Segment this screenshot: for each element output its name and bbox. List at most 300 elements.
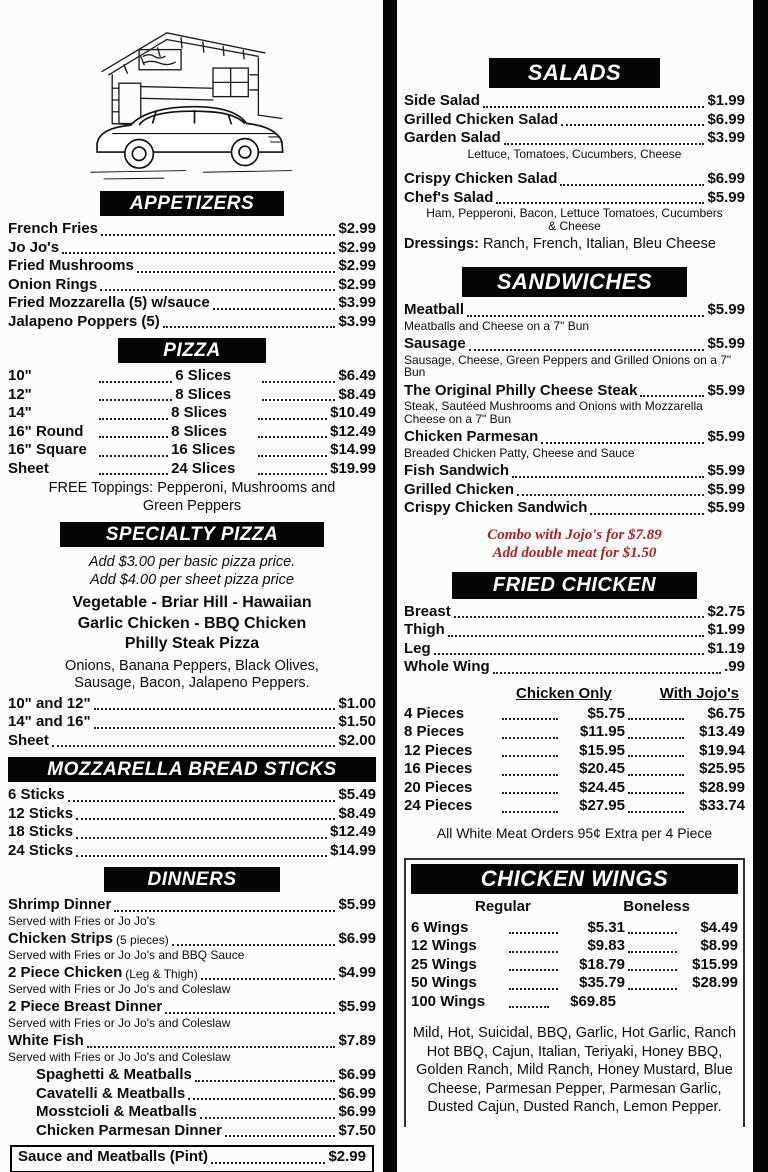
dotted-leader (99, 473, 168, 475)
item-price: $2.75 (707, 602, 745, 620)
dotted-leader (195, 1080, 336, 1082)
item-name: Cavatelli & Meatballs (36, 1084, 186, 1102)
dotted-leader (628, 969, 677, 971)
item-price: $1.19 (707, 639, 745, 657)
dotted-leader (628, 792, 684, 794)
dotted-leader (483, 106, 705, 108)
item-name: 50 Wings (411, 974, 477, 991)
menu-item-row (404, 382, 745, 401)
dotted-leader (76, 837, 327, 839)
combo-offers (404, 526, 745, 562)
item-price-2: $4.49 (700, 918, 738, 936)
breadsticks-list (8, 786, 376, 860)
item-price: $7.89 (338, 1032, 376, 1049)
item-price-2: $15.99 (692, 955, 738, 973)
item-name: White Fish (8, 1032, 84, 1049)
item-size: 10" (8, 367, 32, 384)
pizza-shop-car-sketch (71, 16, 313, 184)
section-header-mozzarella-bread-sticks: MOZZARELLA BREAD STICKS (8, 757, 376, 782)
item-price: $6.99 (338, 930, 376, 947)
item-size: 16" Square (8, 441, 87, 458)
dotted-leader (101, 234, 335, 236)
item-name: 10" and 12" (8, 694, 91, 712)
item-name: Fried Mozzarella (5) w/sauce (8, 294, 210, 311)
with-jojos-column-header: With Jojo's (659, 684, 739, 702)
dinners-list (8, 896, 376, 1063)
item-price: $1.00 (338, 694, 376, 712)
menu-item-row (8, 896, 376, 915)
menu-item-row (36, 1122, 376, 1141)
item-price-1: $20.45 (579, 760, 625, 777)
item-slices: 8 Slices (175, 385, 232, 403)
dotted-leader (52, 745, 336, 747)
white-meat-note: All White Meat Orders 95¢ Extra per 4 Piece (436, 824, 713, 841)
wings-price-list (411, 919, 738, 1012)
item-price: $5.49 (338, 786, 376, 803)
item-name: The Original Philly Cheese Steak (404, 381, 638, 399)
dotted-leader (62, 252, 335, 254)
item-price-2: $28.99 (699, 778, 745, 796)
dotted-leader (225, 1135, 336, 1137)
section-header-salads: SALADS (489, 58, 660, 88)
section-header-dinners: DINNERS (104, 867, 281, 892)
item-name: French Fries (8, 220, 99, 237)
dotted-leader (640, 395, 704, 397)
item-price: $6.99 (338, 1084, 376, 1102)
menu-item-row (8, 998, 376, 1017)
dotted-leader (68, 800, 336, 802)
item-name: 24 Pieces (404, 797, 473, 814)
dotted-leader (262, 381, 335, 383)
item-name: Spaghetti & Meatballs (36, 1066, 192, 1083)
appetizers-list (8, 220, 376, 331)
dotted-leader (469, 349, 705, 351)
item-detail: Served with Fries or Jo Jo's and BBQ Sauce (8, 947, 245, 962)
sauce-meatballs-row (18, 1148, 366, 1167)
item-detail: Sausage, Cheese, Green Peppers and Grilled Onions on a 7" Bun (404, 352, 732, 379)
specialty-pizza-names (8, 593, 376, 655)
dotted-leader (628, 737, 684, 739)
menu-item-row (404, 111, 745, 130)
item-name: Crispy Chicken Sandwich (404, 499, 588, 516)
dressings-label: Dressings: (404, 236, 479, 252)
item-price-1: $9.83 (587, 937, 625, 954)
item-size: 12" (8, 385, 32, 403)
pizza-size-list (8, 367, 376, 478)
item-price: $5.99 (707, 301, 745, 318)
regular-column-header: Regular (475, 897, 531, 915)
item-price-1: $15.95 (579, 741, 625, 759)
item-price-1: $35.79 (579, 974, 625, 991)
dotted-leader (467, 315, 704, 317)
dotted-leader (509, 951, 558, 953)
item-price: $2.99 (328, 1148, 366, 1165)
dotted-leader (512, 476, 704, 478)
sauce-meatballs-box (10, 1145, 374, 1172)
item-price: $3.99 (338, 312, 376, 330)
menu-item-row (404, 92, 745, 111)
dotted-leader (99, 381, 172, 383)
item-name: 8 Pieces (404, 723, 465, 740)
item-name: Leg (404, 639, 431, 657)
item-name: Meatball (404, 301, 465, 318)
item-name: 20 Pieces (404, 778, 473, 796)
chicken-wings-section (404, 858, 745, 1127)
item-name: 6 Sticks (8, 786, 65, 803)
item-price: $5.99 (707, 480, 745, 498)
menu-item-row (8, 713, 376, 732)
item-name: Sauce and Meatballs (Pint) (18, 1148, 209, 1165)
item-price: $2.99 (338, 257, 376, 274)
item-slices: 8 Slices (171, 404, 227, 421)
menu-item-row (8, 367, 376, 386)
section-header-appetizers: APPETIZERS (100, 191, 284, 216)
fried-chicken-pieces-list (404, 705, 745, 816)
item-price: $5.99 (707, 462, 745, 479)
item-note: (5 pieces) (116, 932, 169, 947)
item-detail: Served with Fries or Jo Jo's (8, 913, 156, 928)
dotted-leader (137, 271, 336, 273)
item-price: $19.99 (330, 459, 377, 477)
menu-item-row (404, 301, 745, 320)
item-price: $2.99 (338, 238, 376, 256)
item-price: $5.99 (707, 428, 745, 445)
menu-item-row (404, 621, 745, 640)
item-price-1: $18.79 (579, 955, 625, 973)
item-price: $1.50 (338, 713, 376, 730)
item-name: Sausage (404, 335, 466, 352)
menu-item-row (8, 1032, 376, 1051)
item-name: 16 Pieces (404, 760, 473, 777)
item-price: $12.49 (330, 823, 376, 840)
item-price: $6.49 (338, 367, 377, 384)
item-price-1: $5.31 (587, 918, 625, 936)
dotted-leader (114, 910, 335, 912)
menu-item-row (404, 658, 745, 677)
dotted-leader (200, 1117, 336, 1119)
item-name: Fish Sandwich (404, 462, 510, 479)
item-detail: Ham, Pepperoni, Bacon, Lettuce Tomatoes, Cucumbers & Cheese (426, 206, 723, 233)
wing-flavors-list: Mild, Hot, Suicidal, BBQ, Garlic, Hot Garlic, Ranch Hot BBQ, Cajun, Italian, Teriyaki, Honey BBQ, Golden Ranch, Mild Ranch, Honey Mustard, Blue Cheese, Parmesan Pepper, Parmesan Garlic, Dusted Cajun, Dusted Ranch, Lemon Pepper. (412, 1025, 737, 1115)
item-slices: 8 Slices (171, 422, 227, 440)
item-name: 100 Wings (411, 992, 486, 1010)
item-slices: 16 Slices (171, 441, 236, 458)
item-price: $7.50 (338, 1121, 376, 1139)
specialty-surcharge-notes (8, 553, 376, 589)
menu-item-row (404, 760, 745, 779)
item-price: .99 (724, 658, 745, 675)
item-price-2: $13.49 (699, 723, 745, 740)
dotted-leader (496, 202, 704, 204)
item-name: Chicken Parmesan (404, 428, 539, 445)
menu-item-row (404, 797, 745, 816)
item-size: Sheet (8, 459, 49, 477)
item-price: $6.99 (707, 170, 745, 187)
item-name: Chicken Strips (8, 930, 114, 947)
dotted-leader (172, 944, 336, 946)
item-name: Jalapeno Poppers (5) (8, 312, 160, 330)
dotted-leader (560, 184, 704, 186)
item-detail: Served with Fries or Jo Jo's and Coleslaw (8, 981, 231, 996)
menu-item-row (8, 964, 376, 983)
dotted-leader (628, 988, 677, 990)
dotted-leader (502, 755, 558, 757)
item-price: $6.99 (338, 1103, 376, 1120)
combo-jojos-note: Combo with Jojo's for $7.89 (487, 526, 662, 543)
item-detail: Steak, Sautéed Mushrooms and Onions with Mozzarella Cheese on a 7" Bun (404, 399, 703, 426)
menu-item-row (8, 732, 376, 751)
item-price: $5.99 (707, 381, 745, 399)
dotted-leader (188, 1098, 335, 1100)
menu-item-row (8, 386, 376, 405)
menu-item-row (8, 842, 376, 861)
specialty-note-sheet: Add $4.00 per sheet pizza price (90, 572, 294, 588)
specialty-names-line-3: Philly Steak Pizza (124, 635, 260, 652)
dotted-leader (628, 774, 684, 776)
item-price-2: $19.94 (699, 741, 745, 759)
item-price: $2.99 (338, 220, 376, 237)
item-name: 24 Sticks (8, 841, 74, 859)
menu-item-row (404, 779, 745, 798)
right-column (404, 0, 745, 1127)
item-name: 2 Piece Breast Dinner (8, 998, 163, 1015)
dotted-leader (100, 289, 335, 291)
dotted-leader (517, 494, 704, 496)
item-price: $4.99 (338, 964, 376, 981)
specialty-names-line-2: Garlic Chicken - BBQ Chicken (77, 614, 307, 632)
pasta-dinners-list (8, 1066, 376, 1140)
dotted-leader (628, 811, 684, 813)
specialty-note-basic: Add $3.00 per basic pizza price. (88, 554, 296, 570)
item-price: $1.99 (707, 621, 745, 638)
menu-item-row (8, 313, 376, 332)
item-detail: Served with Fries or Jo Jo's and Coleslaw (8, 1015, 231, 1030)
item-price: $6.99 (707, 110, 745, 128)
specialty-price-list (8, 695, 376, 751)
dotted-leader (502, 737, 558, 739)
menu-item-row (8, 276, 376, 295)
item-price: $3.99 (707, 129, 745, 146)
dotted-leader (509, 988, 558, 990)
item-name: Mosstcioli & Meatballs (36, 1103, 197, 1120)
menu-item-row (404, 742, 745, 761)
menu-item-row (8, 930, 376, 949)
item-price: $5.99 (338, 896, 376, 913)
item-name: Jo Jo's (8, 238, 60, 256)
item-name: Shrimp Dinner (8, 896, 112, 913)
item-price: $8.49 (338, 385, 377, 403)
item-slices: 6 Slices (175, 367, 232, 384)
menu-item-row (8, 423, 376, 442)
section-header-fried-chicken: FRIED CHICKEN (452, 572, 698, 599)
dotted-leader (262, 399, 335, 401)
menu-item-row (8, 239, 376, 258)
dotted-leader (258, 418, 327, 420)
menu-item-row (411, 993, 738, 1012)
spacer (404, 163, 745, 169)
menu-item-row (404, 335, 745, 354)
dotted-leader (258, 473, 327, 475)
left-column (8, 0, 376, 1172)
item-price: $1.99 (707, 92, 745, 109)
dotted-leader (561, 124, 704, 126)
dotted-leader (165, 1012, 335, 1014)
dotted-leader (502, 811, 558, 813)
section-header-pizza: PIZZA (118, 338, 265, 363)
item-detail: Served with Fries or Jo Jo's and Coleslaw (8, 1049, 231, 1064)
item-note: (Leg & Thigh) (125, 966, 198, 981)
wings-column-headers (411, 896, 738, 918)
dotted-leader (448, 635, 705, 637)
dotted-leader (628, 932, 677, 934)
item-name: Grilled Chicken Salad (404, 110, 559, 128)
storefront-car-illustration (71, 16, 313, 184)
item-price: $3.99 (338, 294, 376, 311)
item-price: $14.99 (330, 841, 376, 859)
item-name: 2 Piece Chicken (8, 964, 123, 981)
item-name: Fried Mushrooms (8, 257, 134, 274)
menu-item-row (404, 640, 745, 659)
dotted-leader (628, 951, 677, 953)
item-price: $12.49 (330, 422, 377, 440)
item-detail: Meatballs and Cheese on a 7" Bun (404, 318, 590, 333)
item-price-1: $24.45 (579, 778, 625, 796)
item-size: 14" (8, 404, 32, 421)
item-name: 4 Pieces (404, 704, 465, 722)
item-price-2: $8.99 (700, 937, 738, 954)
menu-item-row (404, 170, 745, 189)
item-name: 6 Wings (411, 918, 469, 936)
item-price: $14.99 (330, 441, 377, 458)
menu-item-row (404, 603, 745, 622)
menu-item-row (404, 499, 745, 518)
dotted-leader (258, 455, 327, 457)
specialty-names-line-1: Vegetable - Briar Hill - Hawaiian (72, 594, 312, 611)
boneless-column-header: Boneless (623, 897, 690, 915)
dotted-leader (504, 143, 705, 145)
item-name: Garden Salad (404, 129, 501, 146)
item-name: Crispy Chicken Salad (404, 170, 558, 187)
dotted-leader (99, 399, 172, 401)
dressings-line (404, 235, 745, 253)
menu-item-row (411, 956, 738, 975)
fried-chicken-singles-list (404, 603, 745, 677)
item-name: 12 Pieces (404, 741, 473, 759)
sandwiches-list (404, 301, 745, 518)
item-price: $5.99 (707, 499, 745, 516)
item-name: Chef's Salad (404, 188, 494, 206)
menu-item-row (404, 129, 745, 148)
item-slices: 24 Slices (171, 459, 236, 477)
item-name: 14" and 16" (8, 713, 91, 730)
item-name: 12 Sticks (8, 804, 74, 822)
double-meat-note: Add double meat for $1.50 (492, 544, 657, 561)
dotted-leader (99, 418, 168, 420)
menu-item-row (404, 481, 745, 500)
dotted-leader (509, 969, 558, 971)
dotted-leader (94, 727, 336, 729)
item-price: $2.00 (338, 731, 376, 749)
dotted-leader (502, 792, 558, 794)
dotted-leader (493, 672, 721, 674)
section-header-specialty-pizza: SPECIALTY PIZZA (60, 522, 325, 547)
dotted-leader (502, 774, 558, 776)
item-name: Thigh (404, 621, 445, 638)
item-price-2: $33.74 (699, 797, 745, 814)
chicken-only-column-header: Chicken Only (516, 684, 612, 702)
menu-item-row (8, 404, 376, 423)
item-price-2: $28.99 (692, 974, 738, 991)
item-price-1: $5.75 (587, 704, 625, 722)
item-price: $8.49 (338, 804, 376, 822)
item-name: Chicken Parmesan Dinner (36, 1121, 222, 1139)
item-detail: Lettuce, Tomatoes, Cucumbers, Cheese (467, 146, 682, 161)
menu-item-row (36, 1103, 376, 1122)
item-price-2: $6.75 (707, 704, 745, 722)
dotted-leader (99, 436, 168, 438)
dotted-leader (213, 308, 336, 310)
item-price-2: $25.95 (699, 760, 745, 777)
dotted-leader (99, 455, 168, 457)
specialty-toppings-note: Onions, Banana Peppers, Black Olives, Sausage, Bacon, Jalapeno Peppers. (65, 657, 319, 691)
dotted-leader (590, 513, 704, 515)
item-name: Breast (404, 602, 451, 620)
pizza-free-toppings-note: FREE Toppings: Pepperoni, Mushrooms and Green Peppers (48, 480, 336, 514)
item-name: 12 Wings (411, 937, 477, 954)
dotted-leader (509, 932, 558, 934)
menu-item-row (404, 428, 745, 447)
item-detail: Breaded Chicken Patty, Cheese and Sauce (404, 445, 635, 460)
item-price: $5.99 (707, 335, 745, 352)
menu-item-row (18, 1148, 366, 1167)
item-name: Whole Wing (404, 658, 490, 675)
item-price: $2.99 (338, 275, 376, 293)
dotted-leader (94, 708, 336, 710)
salads-list-2 (404, 170, 745, 232)
menu-item-row (8, 220, 376, 239)
dotted-leader (628, 755, 684, 757)
item-name: Grilled Chicken (404, 480, 515, 498)
menu-item-row (8, 257, 376, 276)
salads-list-1 (404, 92, 745, 160)
item-name: Side Salad (404, 92, 480, 109)
item-size: 16" Round (8, 422, 84, 440)
item-price: $10.49 (330, 404, 377, 421)
section-header-sandwiches: SANDWICHES (462, 267, 687, 297)
dotted-leader (211, 1162, 325, 1164)
dotted-leader (628, 718, 684, 720)
dotted-leader (541, 442, 704, 444)
item-name: 18 Sticks (8, 823, 74, 840)
menu-item-row (411, 937, 738, 956)
dotted-leader (454, 616, 705, 618)
menu-item-row (8, 786, 376, 805)
menu-item-row (8, 441, 376, 460)
menu-item-row (8, 460, 376, 479)
dotted-leader (76, 855, 327, 857)
item-name: Onion Rings (8, 275, 98, 293)
section-header-chicken-wings: CHICKEN WINGS (411, 864, 738, 894)
menu-item-row (404, 462, 745, 481)
menu-item-row (404, 705, 745, 724)
item-name: Sheet (8, 731, 49, 749)
item-price: $6.99 (338, 1066, 376, 1083)
dotted-leader (434, 653, 705, 655)
menu-item-row (8, 695, 376, 714)
menu-item-row (8, 805, 376, 824)
right-edge-bar (753, 0, 768, 1172)
menu-item-row (411, 974, 738, 993)
